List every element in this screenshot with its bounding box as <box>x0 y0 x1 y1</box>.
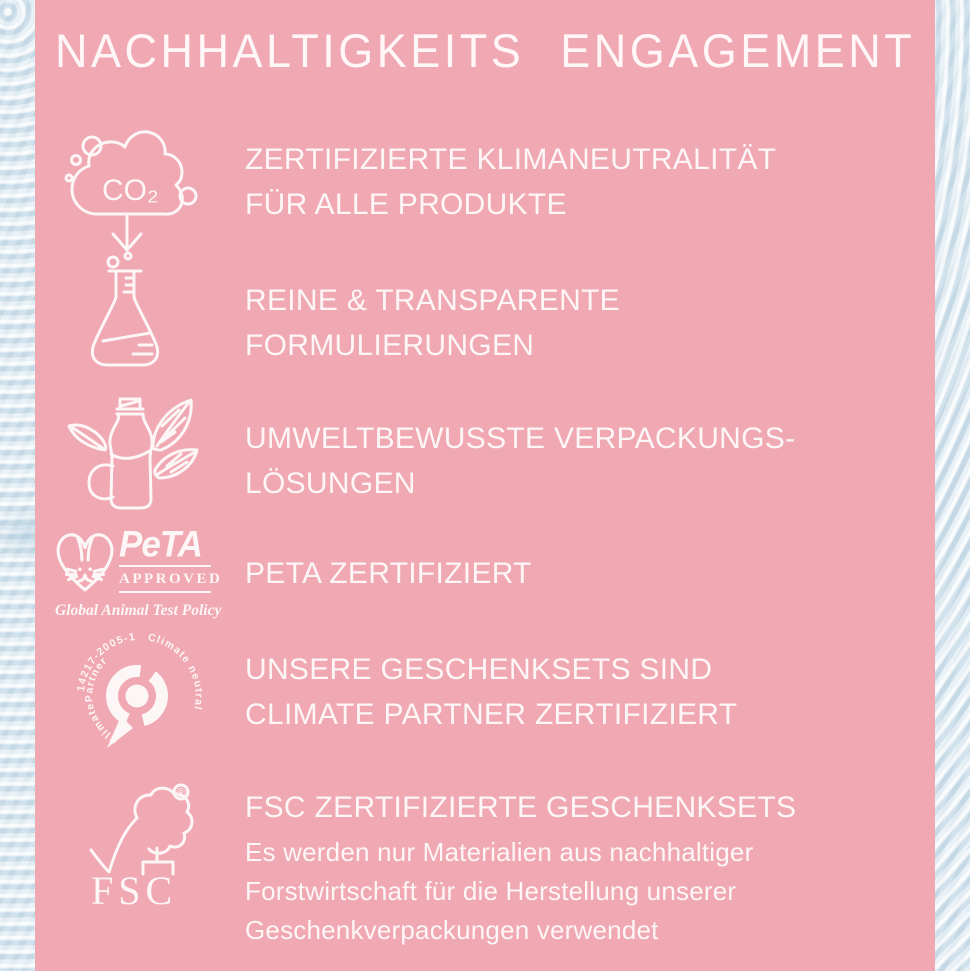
flask-icon <box>83 250 175 372</box>
benefit-5 <box>245 647 737 737</box>
peta-divider-top <box>119 565 211 567</box>
sustainability-panel <box>35 0 935 971</box>
benefit-3 <box>245 416 795 506</box>
benefit-6-body-2: Forstwirtschaft für die Herstellung unserer <box>245 876 737 906</box>
benefit-4-line-1: PETA ZERTIFIZIERT <box>245 557 532 590</box>
benefit-6-heading: FSC ZERTIFIZIERTE GESCHENKSETS <box>245 791 797 824</box>
co2-label: CO₂ <box>102 174 159 207</box>
peta-approved-label: APPROVED <box>119 571 223 587</box>
bottle-leaves-icon <box>61 392 203 514</box>
climate-neutral-arc-label: Climate neutral <box>146 631 205 712</box>
climate-partner-arc-label: ClimatePartner <box>83 654 121 747</box>
svg-text:14217-2005-1001 <box>67 621 136 692</box>
benefit-2-line-2: FORMULIERUNGEN <box>245 329 535 362</box>
fsc-logo <box>81 780 195 913</box>
benefit-5-line-1: UNSERE GESCHENKSETS SIND <box>245 653 713 686</box>
climate-cert-number: 14217-2005-1001 <box>67 621 137 693</box>
peta-wordmark: PeTA <box>119 524 202 565</box>
page-title: NACHHALTIGKEITS ENGAGEMENT <box>55 24 916 78</box>
fsc-acronym: FSC <box>91 868 178 913</box>
peta-divider-bottom <box>119 591 211 593</box>
peta-tagline: Global Animal Test Policy <box>55 602 222 619</box>
benefit-3-line-2: LÖSUNGEN <box>245 467 416 500</box>
benefit-1-line-2: FÜR ALLE PRODUKTE <box>245 188 567 221</box>
svg-text:Climate neutral <box>147 631 205 711</box>
co2-cloud-icon <box>61 124 197 254</box>
benefit-6 <box>245 785 796 950</box>
benefit-6-body-3: Geschenkverpackungen verwendet <box>245 915 659 945</box>
benefit-2-line-1: REINE & TRANSPARENTE <box>245 284 620 317</box>
fsc-registered-mark: ® <box>176 785 186 800</box>
benefit-3-line-1: UMWELTBEWUSSTE VERPACKUNGS- <box>245 422 796 455</box>
benefit-1 <box>245 137 776 227</box>
benefit-4 <box>245 551 532 596</box>
peta-approved-logo <box>55 524 223 620</box>
benefit-5-line-2: CLIMATE PARTNER ZERTIFIZIERT <box>245 698 738 731</box>
benefit-2 <box>245 278 620 368</box>
benefit-1-line-1: ZERTIFIZIERTE KLIMANEUTRALITÄT <box>245 143 777 176</box>
climate-partner-logo <box>67 621 205 762</box>
peta-bunny-icon <box>55 528 115 594</box>
benefit-6-body-1: Es werden nur Materialien aus nachhaltiger <box>245 837 754 867</box>
